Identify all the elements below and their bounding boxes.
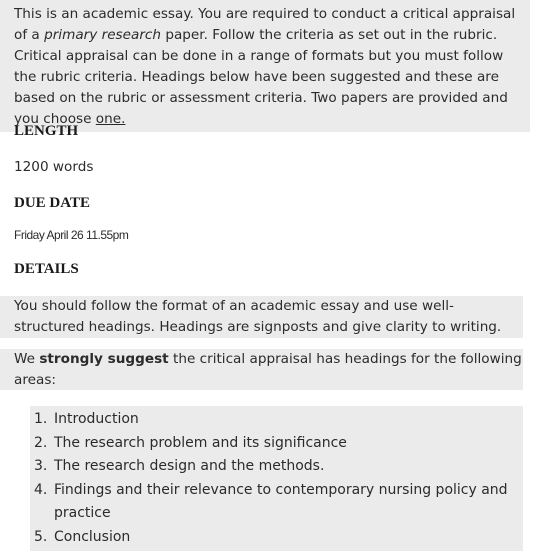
details-paragraph-2	[0, 349, 523, 390]
list-item-number: 3.	[34, 458, 48, 474]
details-paragraph-2-rest: the critical appraisal has headings for the following areas:	[14, 351, 522, 388]
intro-underlined: one.	[95, 111, 126, 127]
list-item	[30, 526, 523, 550]
intro-emphasis: primary research	[44, 27, 162, 43]
due-date-value: Friday April 26 11.55pm	[14, 228, 129, 242]
list-item-text: The research design and the methods.	[54, 458, 325, 474]
details-strong-suggest: strongly suggest	[39, 351, 169, 367]
intro-text-part1: This is an academic essay. You are required to conduct a critical appraisal of a	[14, 6, 516, 43]
intro-paragraph	[0, 0, 530, 132]
list-item-text: Findings and their relevance to contemporary nursing policy and practice	[54, 481, 508, 521]
list-item-number: 5.	[34, 528, 48, 545]
details-paragraph-2-lead: We	[14, 351, 40, 367]
length-heading: LENGTH	[14, 123, 79, 139]
list-item	[30, 408, 523, 432]
list-item-number: 1.	[34, 411, 48, 427]
due-date-heading: DUE DATE	[14, 195, 90, 211]
areas-list	[30, 406, 523, 551]
length-value: 1200 words	[14, 159, 94, 175]
list-item-text: The research problem and its significance	[54, 434, 347, 451]
list-item	[30, 479, 523, 526]
details-paragraph-1: You should follow the format of an academic essay and use well-structured headings. Headings are signposts and give clarity to writing.	[0, 296, 523, 338]
list-item-number: 2.	[34, 434, 48, 451]
details-heading: DETAILS	[14, 261, 79, 277]
list-item-text: Introduction	[54, 411, 139, 427]
list-item	[30, 432, 523, 456]
list-item-text: Conclusion	[54, 528, 131, 545]
intro-text-part2: paper. Follow the criteria as set out in the rubric. Critical appraisal can be done in a range of formats but you must follow the rubric criteria. Headings below have been suggested and these are based on the rubric or assessment criteria. Two papers are provided and you choose	[14, 27, 508, 127]
list-item	[30, 455, 523, 479]
list-item-number: 4.	[34, 481, 48, 498]
